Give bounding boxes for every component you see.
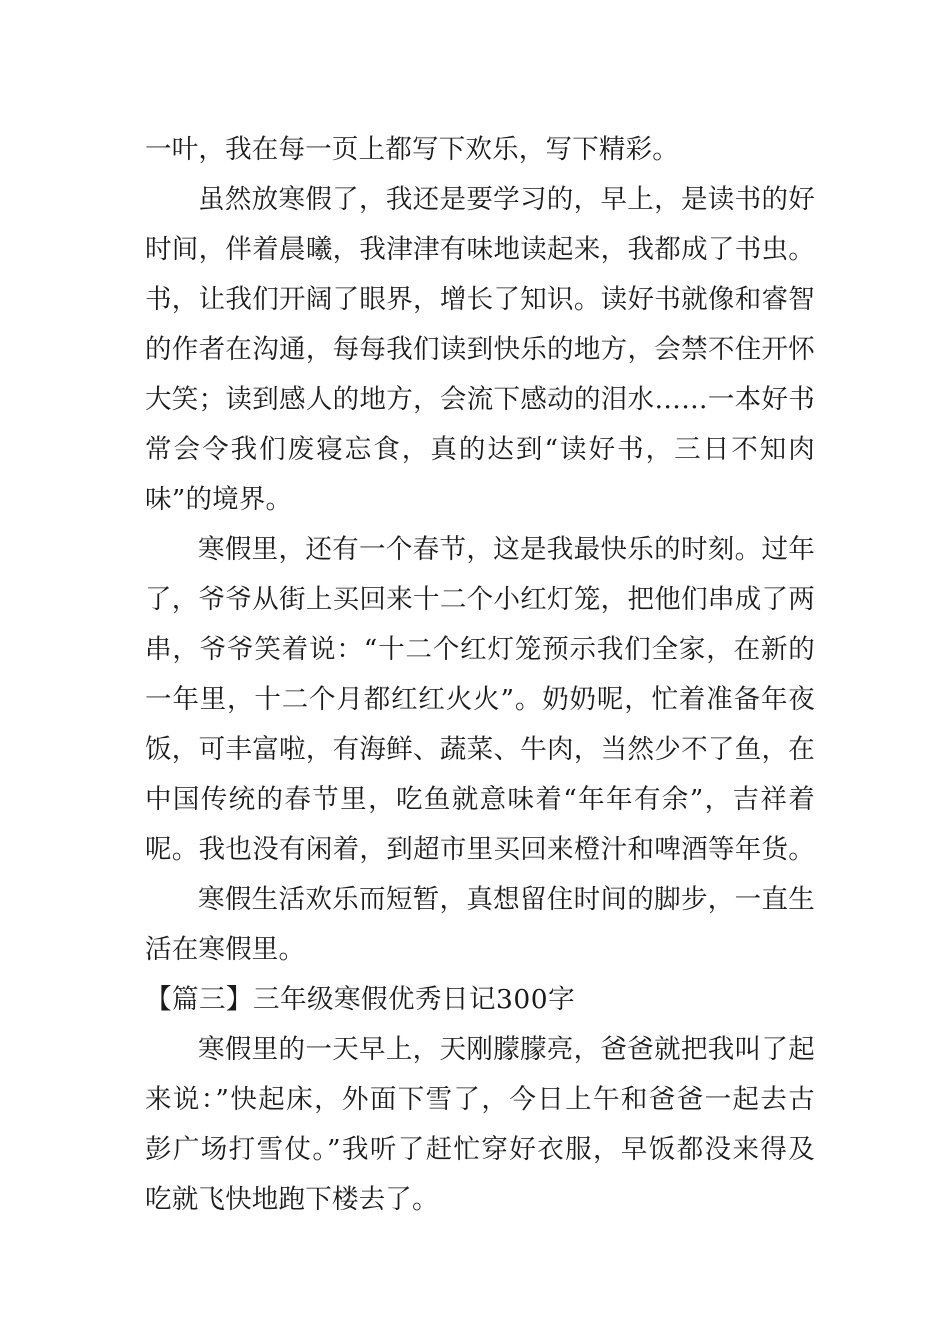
text-line: 味”的境界。 [145,484,293,515]
text-line: 呢。我也没有闲着，到超市里买回来橙汁和啤酒等年货。 [145,834,815,865]
text-line: 一叶，我在每一页上都写下欢乐，写下精彩。 [145,134,679,165]
paragraph-first-line: 虽然放寒假了，我还是要学习的，早上，是读书的好 [198,184,815,215]
text-line: 的作者在沟通，每每我们读到快乐的地方，会禁不住开怀 [145,334,815,365]
text-line: 一年里，十二个月都红红火火”。奶奶呢，忙着准备年夜 [145,684,815,715]
text-line: 活在寒假里。 [145,934,306,965]
text-line: 来说：”快起床，外面下雪了，今日上午和爸爸一起去古 [145,1084,815,1115]
text-line: 常会令我们废寝忘食，真的达到“读好书，三日不知肉 [145,434,815,465]
text-line: 中国传统的春节里，吃鱼就意味着“年年有余”，吉祥着 [145,784,815,815]
text-line: 了，爷爷从街上买回来十二个小红灯笼，把他们串成了两 [145,584,815,615]
text-line: 串，爷爷笑着说：“十二个红灯笼预示我们全家，在新的 [145,634,815,665]
paragraph-first-line: 寒假里，还有一个春节，这是我最快乐的时刻。过年 [198,534,815,565]
text-line: 吃就飞快地跑下楼去了。 [145,1184,439,1215]
text-line: 时间，伴着晨曦，我津津有味地读起来，我都成了书虫。 [145,234,815,265]
paragraph-first-line: 寒假生活欢乐而短暂，真想留住时间的脚步，一直生 [198,884,815,915]
text-line: 彭广场打雪仗。”我听了赶忙穿好衣服，早饭都没来得及 [145,1134,815,1165]
paragraph-first-line: 寒假里的一天早上，天刚朦朦亮，爸爸就把我叫了起 [198,1034,815,1065]
text-line: 饭，可丰富啦，有海鲜、蔬菜、牛肉，当然少不了鱼，在 [145,734,815,765]
text-line: 书，让我们开阔了眼界，增长了知识。读好书就像和睿智 [145,284,815,315]
text-line: 大笑；读到感人的地方，会流下感动的泪水……一本好书 [145,384,815,415]
section-heading: 【篇三】三年级寒假优秀日记300字 [145,984,576,1015]
